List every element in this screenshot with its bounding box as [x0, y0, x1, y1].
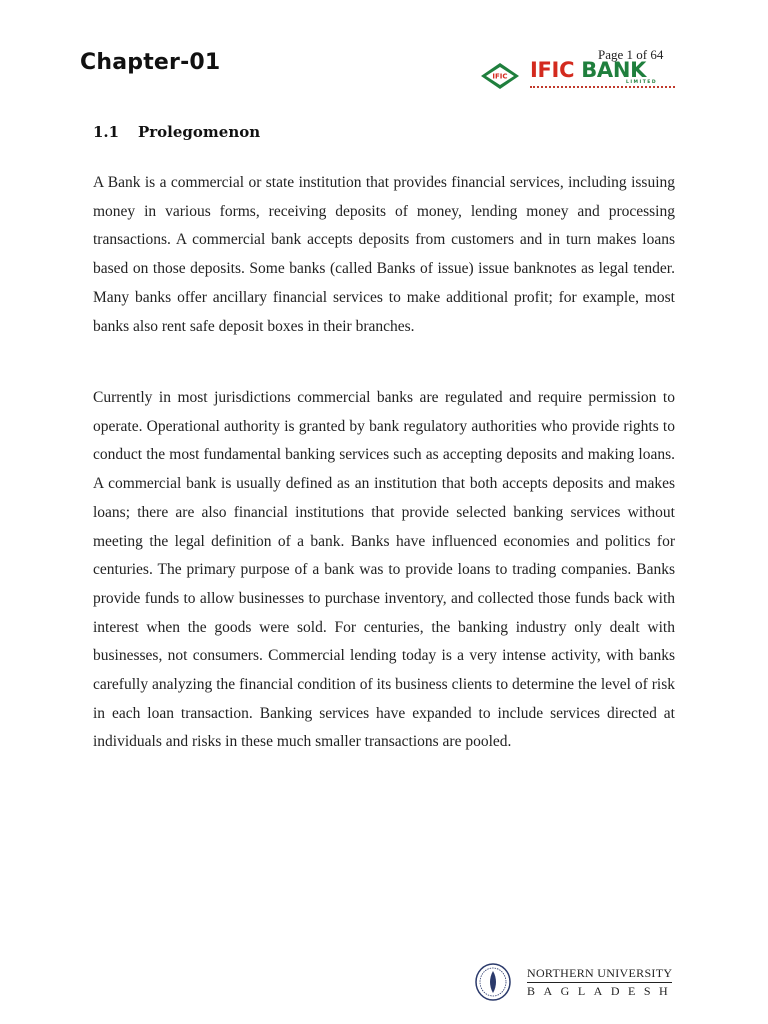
university-logo — [474, 962, 677, 1004]
ific-diamond-icon — [480, 62, 520, 90]
section-heading — [93, 123, 260, 141]
paragraph-2: Currently in most jurisdictions commercial banks are regulated and require permission to operate. Operational authority is granted by bank regulatory authorities who provide rights to conduct the most fundamental banking services such as accepting deposits and making loans. A commercial bank is usually defined as an institution that both accepts deposits and makes loans; there are also financial institutions that provide selected banking services without meeting the legal definition of a bank. Banks have influenced economies and politics for centuries. The primary purpose of a bank was to provide loans to trading companies. Banks provide funds to allow businesses to purchase inventory, and collected those funds back with interest when the goods were sold. For centuries, the banking industry only dealt with businesses, not consumers. Commercial lending today is a very intense activity, with banks carefully analyzing the financial condition of its business clients to determine the level of risk in each loan transaction. Banking services have expanded to include services directed at individuals and risks in these much smaller transactions are pooled. — [93, 389, 675, 751]
logo-limited: LIMITED — [626, 80, 658, 85]
ific-bank-logo — [478, 58, 678, 94]
logo-ific: IFIC — [530, 58, 575, 82]
section-number: 1.1 — [93, 123, 120, 141]
university-country: BAGLADESH — [527, 984, 677, 998]
paragraph-1: A Bank is a commercial or state institution that provides financial services, including issuing money in various forms, receiving deposits of money, lending money and processing transactions. A commercial bank accepts deposits from customers and in turn makes loans based on those deposits. Some banks (called Banks of issue) issue banknotes as legal tender. Many banks offer ancillary financial services to make additional profit; for example, most banks also rent safe deposit boxes in their branches. — [93, 174, 675, 335]
section-title: Prolegomenon — [138, 123, 261, 141]
university-seal-icon — [474, 962, 512, 1002]
logo-bank: BANK — [581, 58, 647, 82]
logo-wordmark — [530, 58, 646, 82]
logo-tagline — [530, 86, 675, 91]
page-number: Page 1 of 64 — [598, 47, 664, 62]
chapter-title: Chapter-01 — [80, 50, 221, 75]
diamond-label: IFIC — [492, 72, 508, 81]
university-name: NORTHERN UNIVERSITY — [527, 966, 672, 983]
